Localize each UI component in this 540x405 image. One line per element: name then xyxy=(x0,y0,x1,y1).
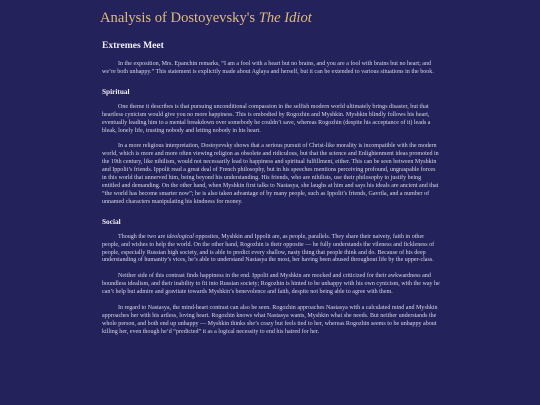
social-p1-emphasis: ideological xyxy=(166,233,194,240)
spiritual-heading: Spiritual xyxy=(102,86,130,96)
social-paragraph-1 xyxy=(102,234,440,266)
social-p1-end: opposites, Myshkin and Ippolit are, as people, parallels. They share their naivety, faith in other people, and wishes to help the world. On the other hand, Rogozhin is their opposite — he fully understands the vileness and fickleness of people, especially Russian high society, and is able to predict every shallow, nasty thing that people think and do. Because of his deep understanding of humanity’s vices, he’s able to understand Nastasya the most, her having been abused throughout life by the upper-class. xyxy=(102,233,435,264)
spiritual-paragraph-2: In a more religious interpretation, Dostoyevsky shows that a serious pursuit of Christ-like morality is incompatible with the modern world, which is more and more often viewing religion as obsolete and ridiculous, but that the science and Enlightenment ideas promoted in the 19th century, like nihilism, would not necessarily lead to happiness and spiritual fulfillment, either. This can be seen between Myshkin and Ippolit’s friends. Ippolit read a great deal of French philosophy, but in his speeches mentions perceiving profound, ungraspable forces in this world that unnerved him, being beyond his understanding. His friends, who are nihilists, use their philosophy to justify being entitled and demanding. On the other hand, when Myshkin first talks to Nastasya, she laughs at him and says his ideals are ancient and that “the world has become smarter now”; he is also taken advantage of by many people, such as Ippolit’s friends, Gavrila, and a number of unnamed characters manipulating his kindness for money. xyxy=(102,143,439,205)
social-paragraph-3: In regard to Nastasya, the mind-heart contrast can also be seen. Rogozhin approaches Nastasya with a calculated mind and Myshkin approaches her with his artless, loving heart. Rogozhin knows what Nastasya wants, Myshkin what she needs. But neither understands the whole person, and both end up unhappy — Myshkin thinks she’s crazy but feels tied to her, whereas Rogozhin seems to be unhappy about killing her, even though he’d “predicted” it as a logical necessity to end his hatred for her. xyxy=(102,305,438,335)
article xyxy=(102,0,440,337)
social-heading: Social xyxy=(102,216,121,226)
section-heading: Extremes Meet xyxy=(102,40,164,51)
page-title-text: Analysis of Dostoyevsky's xyxy=(100,10,259,26)
page-title xyxy=(100,10,440,27)
spiritual-paragraph-1: One theme it describes is that pursuing unconditional compassion in the selfish modern world ultimately brings disaster, but that heartless cynicism would give you no more happiness. This is embodied by Rogozhin and Myshkin. Myshkin blindly follows his heart, eventually leading him to a mental breakdown over somebody he couldn’t save, whereas Rogozhin (despite his acceptance of it) leads a bleak, lonely life, trusting nobody and letting nobody in his heart. xyxy=(102,103,431,134)
social-paragraph-2: Neither side of this contrast finds happiness in the end. Ippolit and Myshkin are mocked and criticized for their awkwardness and boundless idealism, and their inability to fit into Russian society; Rogozhin is hinted to be unhappy with his own cynicism, with the way he can’t help but admire and gravitate towards Myshkin’s benevolence and faith, despite not being able to agree with them. xyxy=(102,273,440,296)
intro-paragraph: In the exposition, Mrs. Epanchin remarks, “I am a fool with a heart but no brains, and you are a fool with brains but no heart; and we’re both unhappy.” This statement is explicitly made about Aglaya and herself, but it can be extended to various situations in the book. xyxy=(102,61,434,75)
page-title-book: The Idiot xyxy=(258,10,312,26)
social-p1-start: Though the two are xyxy=(118,233,167,240)
